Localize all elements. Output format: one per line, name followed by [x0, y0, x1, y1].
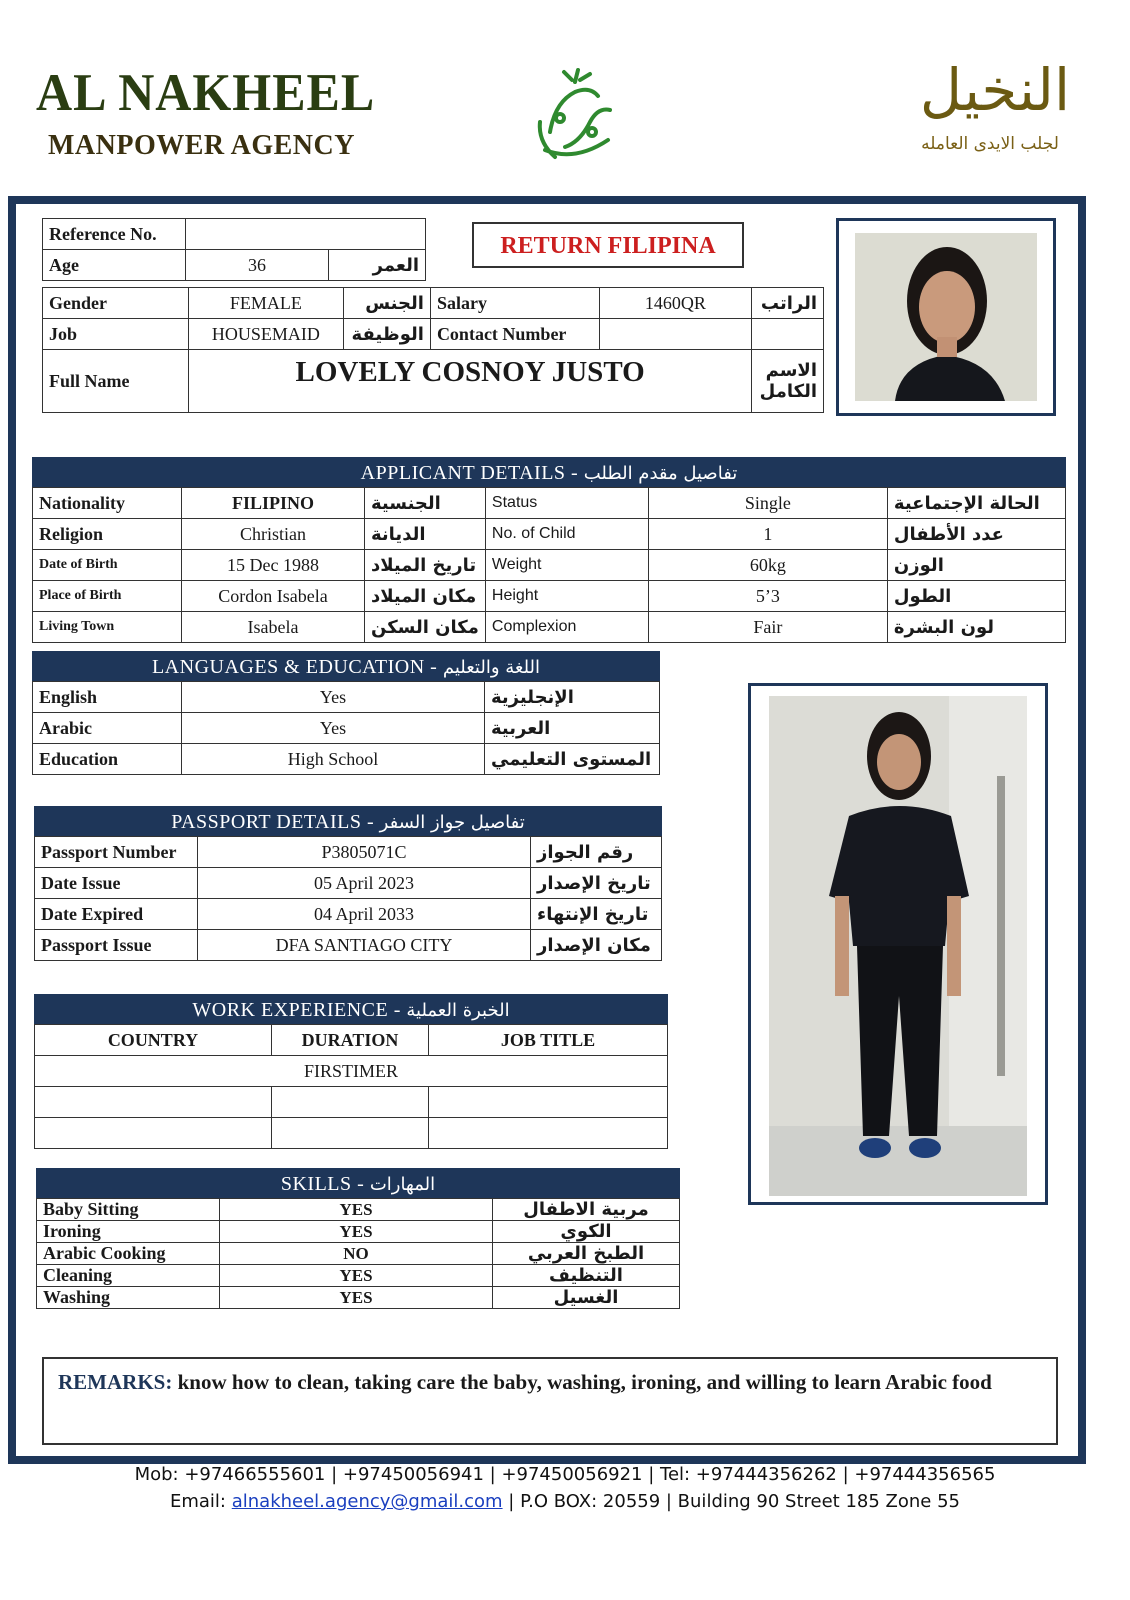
skill-label: Baby Sitting [37, 1199, 220, 1221]
remarks-text: know how to clean, taking care the baby, washing, ironing, and willing to learn Arabic food [177, 1370, 992, 1394]
skill-row [37, 1199, 680, 1221]
gender-label-ar: الجنس [343, 288, 430, 319]
applicant-label: Living Town [33, 612, 182, 643]
work-empty-cell [35, 1118, 272, 1149]
passport-label-ar: مكان الإصدار [531, 930, 662, 961]
applicant-label: Nationality [33, 488, 182, 519]
language-label-ar: العربية [485, 713, 660, 744]
applicant-label2: Complexion [485, 612, 648, 643]
work-header [34, 994, 668, 1024]
full-name-value: LOVELY COSNOY JUSTO [189, 350, 752, 413]
contact-empty [752, 319, 824, 350]
passport-label: Passport Issue [35, 930, 198, 961]
job-label: Job [43, 319, 189, 350]
salary-label-ar: الراتب [752, 288, 824, 319]
applicant-details-title-ar: تفاصيل مقدم الطلب [583, 463, 738, 484]
work-empty-cell [272, 1118, 429, 1149]
gender-label: Gender [43, 288, 189, 319]
footer-phones: Mob: +97466555601 | +97450056941 | +97450056921 | Tel: +97444356262 | +97444356565 [134, 1464, 996, 1485]
passport-label: Date Expired [35, 899, 198, 930]
work-empty-cell [429, 1118, 668, 1149]
full-name-label: Full Name [43, 350, 189, 413]
skill-value: YES [220, 1265, 493, 1287]
language-label: Arabic [33, 713, 182, 744]
skills-header [36, 1168, 680, 1198]
skill-value: YES [220, 1287, 493, 1309]
applicant-row [33, 519, 1066, 550]
language-row [33, 682, 660, 713]
applicant-value: FILIPINO [182, 488, 365, 519]
passport-label-ar: تاريخ الإصدار [531, 868, 662, 899]
person-portrait-icon [855, 233, 1037, 401]
applicant-value2: 1 [648, 519, 887, 550]
skill-label-ar: التنظيف [493, 1265, 680, 1287]
work-empty-cell [429, 1087, 668, 1118]
job-value: HOUSEMAID [189, 319, 343, 350]
skill-label-ar: مربية الاطفال [493, 1199, 680, 1221]
applicant-value2: Fair [648, 612, 887, 643]
applicant-value2: 60kg [648, 550, 887, 581]
skills-title: SKILLS - [280, 1173, 365, 1195]
language-value: Yes [182, 682, 485, 713]
language-label-ar: المستوى التعليمي [485, 744, 660, 775]
skill-label: Ironing [37, 1221, 220, 1243]
applicant-label: Date of Birth [33, 550, 182, 581]
work-col-country: COUNTRY [35, 1025, 272, 1056]
gender-value: FEMALE [189, 288, 343, 319]
applicant-value: Isabela [182, 612, 365, 643]
palm-logo-icon [520, 62, 630, 172]
work-empty-cell [272, 1087, 429, 1118]
footer-email-label: Email: [169, 1491, 226, 1512]
work-title-ar: الخبرة العملية [406, 1000, 510, 1021]
footer-address-text: | P.O BOX: 20559 | Building 90 Street 185 Zone 55 [508, 1491, 960, 1512]
skill-label-ar: الغسيل [493, 1287, 680, 1309]
passport-row [35, 930, 662, 961]
applicant-label2-ar: الحالة الإجتماعية [887, 488, 1065, 519]
return-filipina-badge: RETURN FILIPINA [472, 222, 744, 268]
skill-label-ar: الطبخ العربي [493, 1243, 680, 1265]
passport-title-ar: تفاصيل جواز السفر [379, 812, 525, 833]
passport-row [35, 899, 662, 930]
portrait-photo [855, 233, 1037, 401]
passport-value: 04 April 2033 [198, 899, 531, 930]
applicant-table [32, 487, 1066, 643]
work-table [34, 1024, 668, 1149]
full-name-label-ar: الاسم الكامل [752, 350, 824, 413]
applicant-row [33, 612, 1066, 643]
applicant-label2: Weight [485, 550, 648, 581]
top-info-table [42, 218, 426, 281]
work-col-job-title: JOB TITLE [429, 1025, 668, 1056]
skill-value: YES [220, 1221, 493, 1243]
passport-table [34, 836, 662, 961]
languages-title: LANGUAGES & EDUCATION - [151, 656, 438, 678]
skills-table [36, 1198, 680, 1309]
salary-label: Salary [430, 288, 599, 319]
passport-header [34, 806, 662, 836]
passport-value: 05 April 2023 [198, 868, 531, 899]
contact-label: Contact Number [430, 319, 599, 350]
language-row [33, 713, 660, 744]
applicant-value2: 5’3 [648, 581, 887, 612]
passport-row [35, 868, 662, 899]
passport-value: DFA SANTIAGO CITY [198, 930, 531, 961]
brand-subtitle: MANPOWER AGENCY [48, 130, 355, 161]
applicant-label2-ar: عدد الأطفال [887, 519, 1065, 550]
language-value: High School [182, 744, 485, 775]
skill-row [37, 1265, 680, 1287]
skill-row [37, 1243, 680, 1265]
remarks-label: REMARKS: [58, 1370, 173, 1394]
skill-label-ar: الكوي [493, 1221, 680, 1243]
passport-title: PASSPORT DETAILS - [171, 811, 375, 833]
contact-value [599, 319, 751, 350]
footer-email-link[interactable]: alnakheel.agency@gmail.com [231, 1491, 503, 1512]
personal-table [42, 287, 824, 413]
language-label: Education [33, 744, 182, 775]
applicant-label-ar: مكان الميلاد [365, 581, 486, 612]
passport-label: Date Issue [35, 868, 198, 899]
applicant-label-ar: تاريخ الميلاد [365, 550, 486, 581]
skill-label: Cleaning [37, 1265, 220, 1287]
applicant-label-ar: الديانة [365, 519, 486, 550]
language-label-ar: الإنجليزية [485, 682, 660, 713]
reference-label: Reference No. [43, 219, 186, 250]
passport-label: Passport Number [35, 837, 198, 868]
language-value: Yes [182, 713, 485, 744]
skill-row [37, 1287, 680, 1309]
age-value: 36 [186, 250, 329, 281]
remarks-box [42, 1357, 1058, 1445]
languages-header [32, 651, 660, 681]
language-label: English [33, 682, 182, 713]
applicant-value: Christian [182, 519, 365, 550]
brand-subtitle-arabic: لجلب الايدى العامله [921, 134, 1059, 154]
person-standing-icon [769, 696, 1027, 1196]
applicant-details-header [32, 457, 1066, 487]
passport-value: P3805071C [198, 837, 531, 868]
languages-table [32, 681, 660, 775]
applicant-value: 15 Dec 1988 [182, 550, 365, 581]
applicant-row [33, 581, 1066, 612]
language-row [33, 744, 660, 775]
applicant-label: Religion [33, 519, 182, 550]
work-first-row: FIRSTIMER [35, 1056, 668, 1087]
passport-label-ar: تاريخ الإنتهاء [531, 899, 662, 930]
age-label: Age [43, 250, 186, 281]
skill-value: YES [220, 1199, 493, 1221]
work-empty-cell [35, 1087, 272, 1118]
skill-row [37, 1221, 680, 1243]
passport-label-ar: رقم الجواز [531, 837, 662, 868]
work-col-duration: DURATION [272, 1025, 429, 1056]
applicant-label2-ar: الطول [887, 581, 1065, 612]
work-title: WORK EXPERIENCE - [192, 999, 401, 1021]
applicant-label2-ar: لون البشرة [887, 612, 1065, 643]
applicant-details-title: APPLICANT DETAILS - [360, 462, 579, 484]
full-body-photo-frame [748, 683, 1048, 1205]
applicant-label2: No. of Child [485, 519, 648, 550]
applicant-label2: Height [485, 581, 648, 612]
skill-label: Washing [37, 1287, 220, 1309]
full-body-photo [769, 696, 1027, 1196]
applicant-value: Cordon Isabela [182, 581, 365, 612]
footer-address [0, 1491, 1130, 1512]
reference-value [186, 219, 426, 250]
skill-label: Arabic Cooking [37, 1243, 220, 1265]
age-label-ar: العمر [329, 250, 426, 281]
applicant-label: Place of Birth [33, 581, 182, 612]
applicant-value2: Single [648, 488, 887, 519]
applicant-label2: Status [485, 488, 648, 519]
skill-value: NO [220, 1243, 493, 1265]
portrait-photo-frame [836, 218, 1056, 416]
skills-title-ar: المهارات [369, 1174, 436, 1195]
applicant-row [33, 550, 1066, 581]
salary-value: 1460QR [599, 288, 751, 319]
passport-row [35, 837, 662, 868]
applicant-label-ar: مكان السكن [365, 612, 486, 643]
applicant-label2-ar: الوزن [887, 550, 1065, 581]
job-label-ar: الوظيفة [343, 319, 430, 350]
languages-title-ar: اللغة والتعليم [442, 657, 541, 678]
brand-name: AL NAKHEEL [36, 62, 376, 122]
applicant-row [33, 488, 1066, 519]
brand-name-arabic: النخيل [919, 56, 1071, 124]
applicant-label-ar: الجنسية [365, 488, 486, 519]
